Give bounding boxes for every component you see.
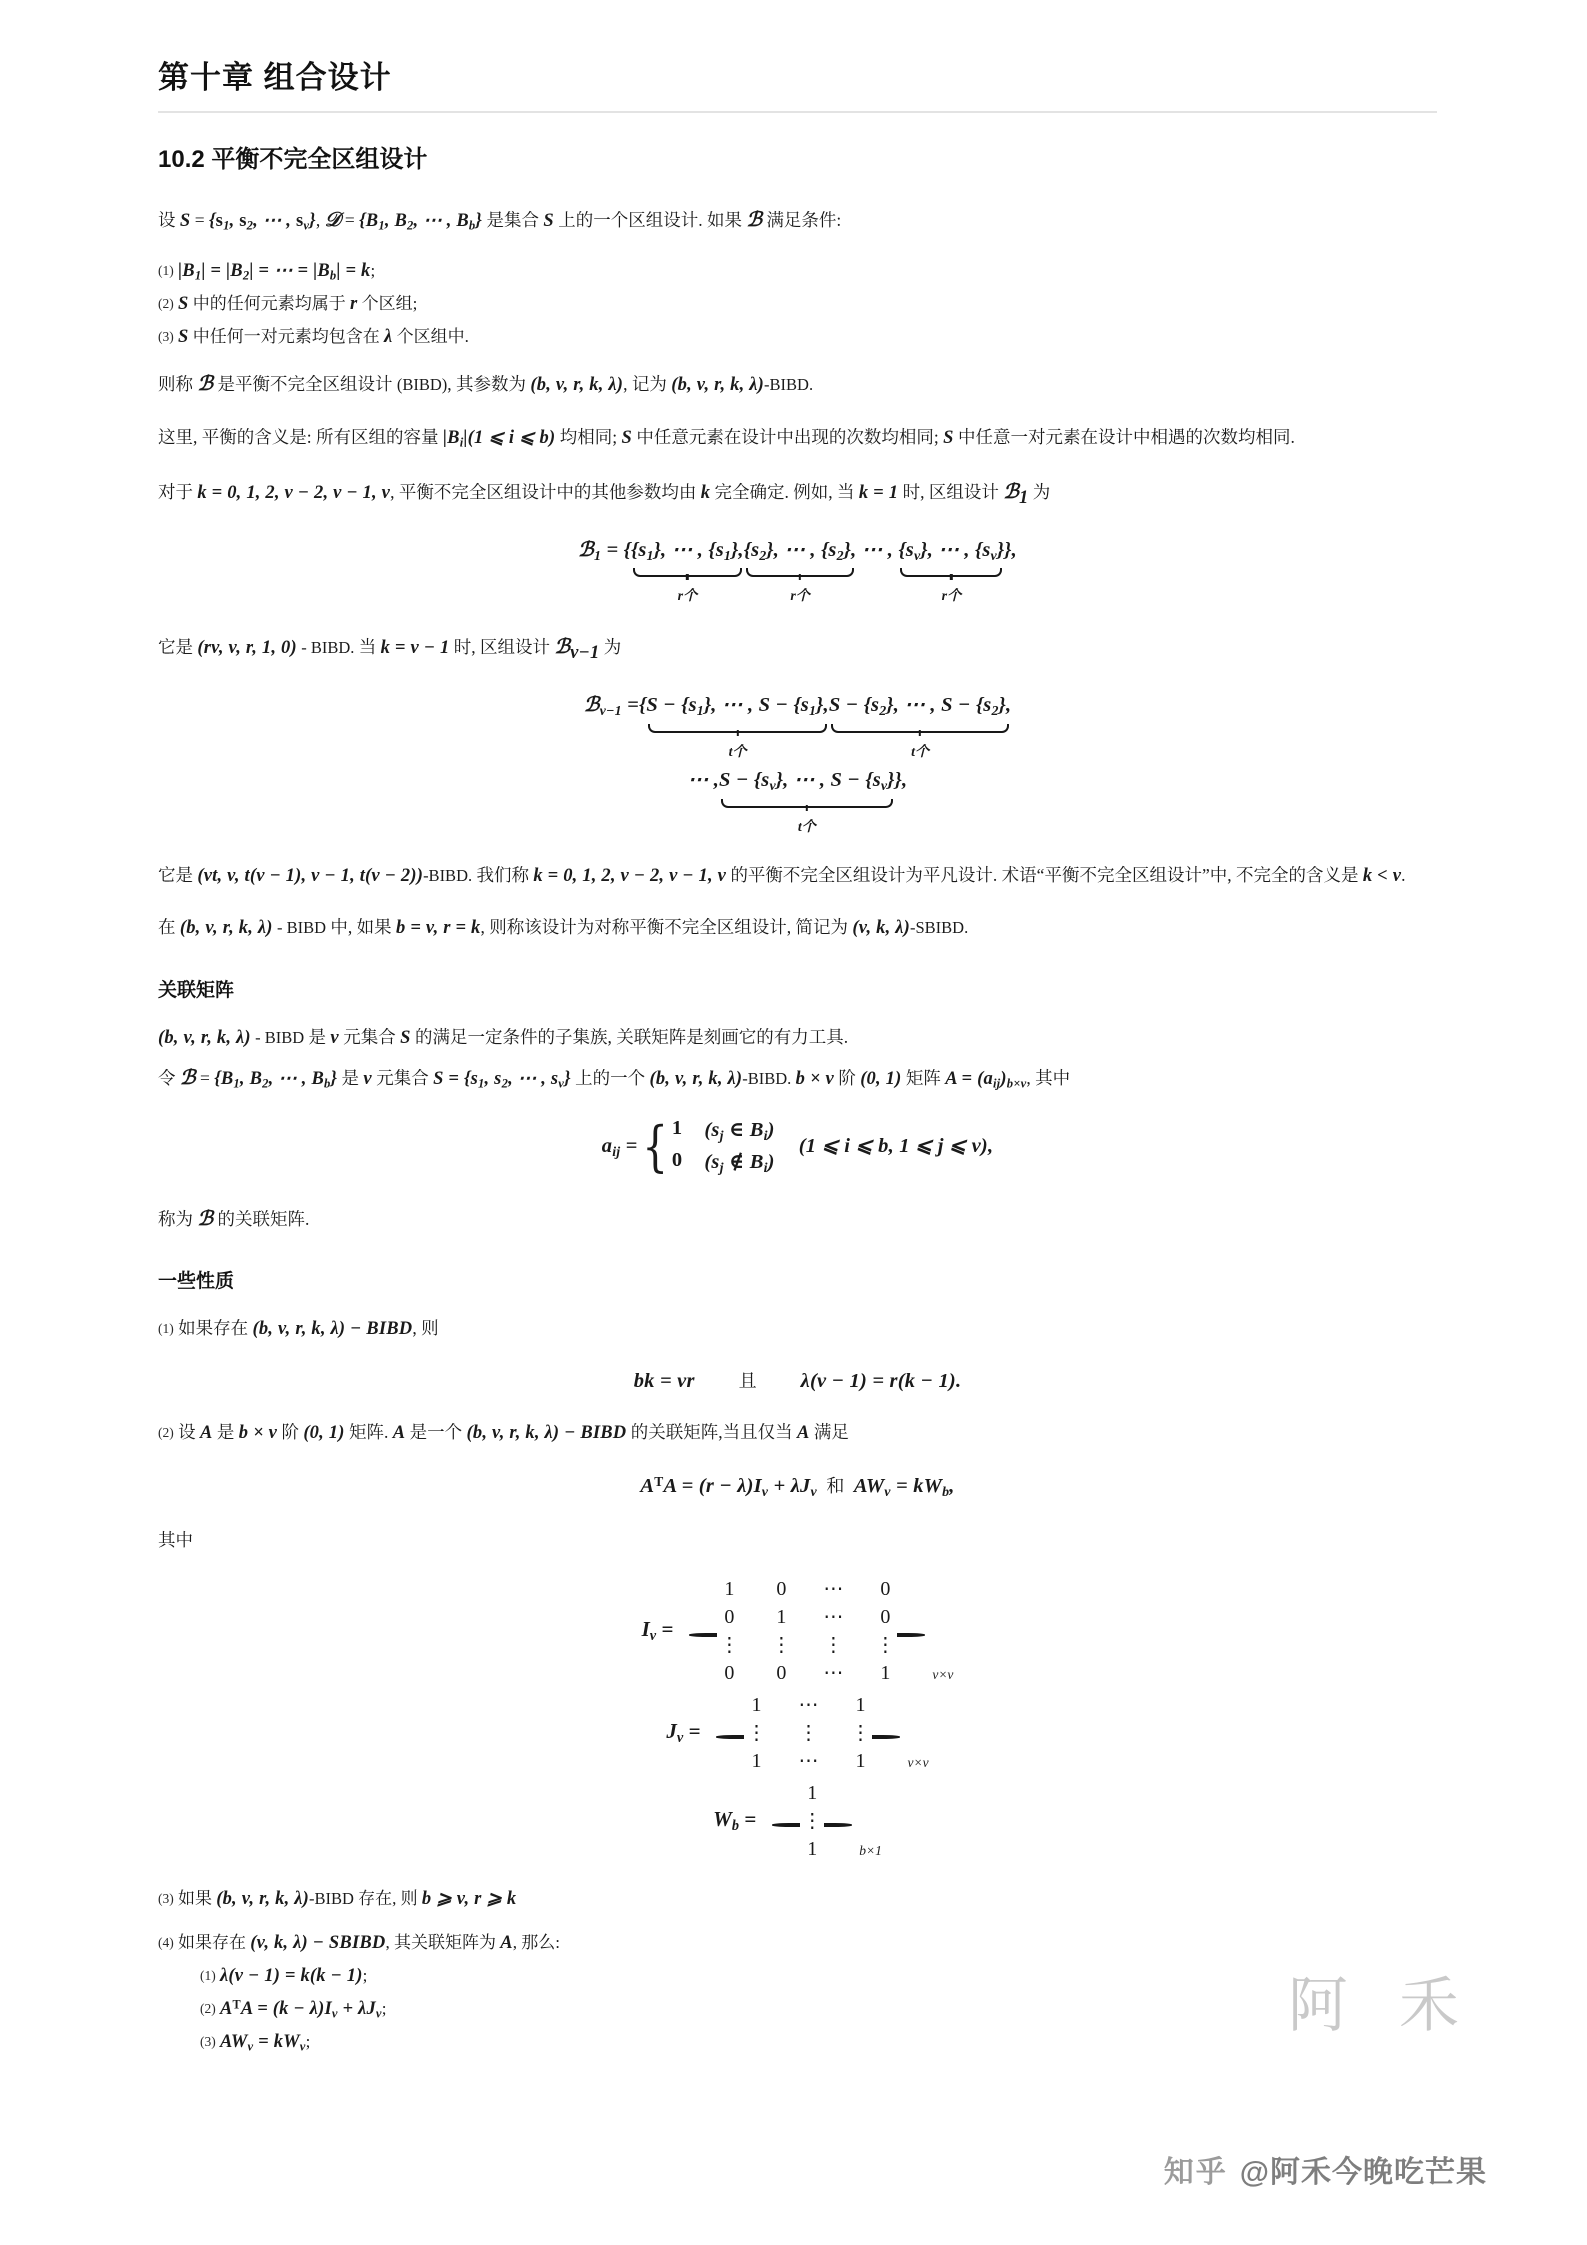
matrix-iv-label: $I_v$ = xyxy=(641,1617,674,1645)
matrix-wb-dimension: b×1 xyxy=(859,1843,882,1859)
property-2-where: 其中 xyxy=(158,1529,193,1550)
property-1-conjunction: 且 xyxy=(738,1371,757,1392)
matrix-wb xyxy=(158,1779,1437,1863)
condition-item-1: (1) $|B_1| = |B_2|$ = ⋯ = $|B_b| = k$; xyxy=(158,261,376,283)
bibd-definition: 则称 ℬ 是平衡不完全区组设计 (BIBD), 其参数为 (b, v, r, k, λ), 记为 (b, v, r, k, λ)-BIBD. xyxy=(158,371,814,396)
cases-block xyxy=(672,1117,775,1177)
incidence-matrix-heading: 关联矩阵 xyxy=(158,979,235,1001)
section-title: 10.2 平衡不完全区组设计 xyxy=(158,146,428,173)
table-row: 1 0 ⋯ 0 xyxy=(724,1578,891,1601)
equation-b1 xyxy=(158,537,1437,606)
k-parameter-paragraph: 对于 k = 0, 1, 2, v − 2, v − 1, v, 平衡不完全区组设计中的其他参数均由 k 完全确定. 例如, 当 k = 1 时, 区组设计 ℬ$_1$ 为 xyxy=(158,479,1051,509)
condition-3-number: (3) xyxy=(158,329,174,345)
underbrace-5 xyxy=(829,722,1011,736)
condition-2-number: (2) xyxy=(158,296,174,312)
underbrace-group-5: $S - \{s_2\}$, ⋯ , $S - \{s_2\}$, t个 xyxy=(828,694,1012,760)
brush-watermark: 阿 禾 xyxy=(1287,1971,1475,2041)
matrix-wb-body xyxy=(786,1779,838,1863)
underbrace-3 xyxy=(898,566,1004,580)
property-3: (3) 如果 (b, v, r, k, λ)-BIBD 存在, 则 b ⩾ v, r ⩾ k xyxy=(158,1889,517,1910)
matrix-jv xyxy=(158,1691,1437,1775)
case-value-1: 1 xyxy=(671,1117,683,1140)
table-row: ⋮ xyxy=(802,1810,823,1833)
property-1-eq-right: λ(v − 1) = r(k − 1). xyxy=(800,1370,962,1393)
underbrace-6 xyxy=(719,797,895,811)
underbrace-group-3: $\{s_v\}$, ⋯ , $\{s_v\}$ r个 xyxy=(898,538,1005,605)
table-row: 1 ⋯ 1 xyxy=(751,1750,866,1773)
underbrace-2 xyxy=(744,566,857,580)
matrix-wb-label: $W_b$ = xyxy=(713,1807,757,1835)
property-4-item-1: (1) λ(v − 1) = k(k − 1); xyxy=(200,1966,368,1987)
underbrace-3-label: r个 xyxy=(941,589,962,605)
equation-a-ij xyxy=(158,1117,1437,1177)
equation-b1-close: }, xyxy=(1004,538,1017,561)
underbrace-4 xyxy=(646,722,828,736)
matrix-jv-dimension: v×v xyxy=(907,1755,929,1771)
equation-b1-lhs: ℬ$_1$ = { xyxy=(578,536,632,564)
underbrace-group-2: $\{s_2\}$, ⋯ , $\{s_2\}$, r个 xyxy=(743,538,857,605)
equation-b1-middots: ⋯ , xyxy=(856,538,899,561)
underbrace-1 xyxy=(631,566,744,580)
after-b1-paragraph: 它是 (rv, v, r, 1, 0) - BIBD. 当 k = v − 1 时, 区组设计 ℬ$_{v-1}$ 为 xyxy=(158,634,622,664)
underbrace-group-1: $\{s_1\}$, ⋯ , $\{s_1\}$, r个 xyxy=(631,538,744,605)
title-divider xyxy=(158,111,1437,113)
property-2: (2) 设 A 是 b × v 阶 (0, 1) 矩阵. A 是一个 (b, v, r, k, λ) − BIBD 的关联矩阵,当且仅当 A 满足 xyxy=(158,1422,849,1444)
equation-aij-range: (1 ⩽ i ⩽ b, 1 ⩽ j ⩽ v), xyxy=(798,1134,994,1157)
cases-brace: { xyxy=(641,1115,668,1179)
table-row: 0 1 ⋯ 0 xyxy=(724,1606,891,1629)
balance-meaning: 这里, 平衡的含义是: 所有区组的容量 $|B_i|(1$ ⩽ i ⩽ b) 均相同; S 中任意元素在设计中出现的次数均相同; S 中任意一对元素在设计中相遇的次数均相同. xyxy=(158,426,1295,450)
properties-heading: 一些性质 xyxy=(158,1271,235,1293)
matrix-jv-label: $J_v$ = xyxy=(666,1719,701,1747)
incidence-line-1: (b, v, r, k, λ) - BIBD 是 v 元集合 S 的满足一定条件的子集族, 关联矩阵是刻画它的有力工具. xyxy=(158,1026,849,1048)
author-handle: @阿禾今晚吃芒果 xyxy=(1239,2156,1487,2189)
matrix-definitions xyxy=(158,1575,1437,1863)
property-4-item-2-number: (2) xyxy=(200,2001,216,2017)
matrix-iv-body xyxy=(703,1575,911,1687)
table-row: 1 xyxy=(807,1782,818,1805)
equation-aij-lhs: $a_{ij}$ = xyxy=(601,1134,638,1160)
property-4-item-3: (3) $AW_v = kW_v$; xyxy=(200,2032,311,2054)
table-row: ⋮ ⋮ ⋮ xyxy=(746,1722,871,1745)
condition-1-number: (1) xyxy=(158,263,174,279)
zhihu-logo: 知乎 xyxy=(1163,2156,1228,2189)
property-1: (1) 如果存在 (b, v, r, k, λ) − BIBD, 则 xyxy=(158,1318,439,1340)
property-4-item-2: (2) $A^TA = (k - \lambda)I_v + \lambda J_v$; xyxy=(200,1997,387,2021)
footer-watermark xyxy=(1164,2147,1487,2191)
case-condition-1: ($s_j$ ∈ $B_i$) xyxy=(704,1119,775,1145)
property-1-number: (1) xyxy=(158,1321,174,1337)
underbrace-5-label: t个 xyxy=(911,744,930,760)
underbrace-2-label: r个 xyxy=(790,589,810,605)
property-2-number: (2) xyxy=(158,1425,174,1441)
property-4: (4) 如果存在 (v, k, λ) − SBIBD, 其关联矩阵为 A, 那么: xyxy=(158,1933,560,1954)
table-row: 0 0 ⋯ 1 xyxy=(724,1662,891,1685)
case-condition-2: ($s_j$ ∉ $B_i$) xyxy=(704,1151,775,1177)
equation-bv-minus-1 xyxy=(158,692,1437,836)
incidence-line-2: 令 ℬ = {$B_1$, $B_2$, ⋯ , $B_b$} 是 v 元集合 $S = \{s_1$, $s_2$, ⋯ , $s_v$} 上的一个 (b, v, r, k, λ)-BIBD. b × v 阶 (0, 1) 矩阵 $A = (a_{ij})_{b\times v}$, 其中 xyxy=(158,1064,1071,1091)
property-3-number: (3) xyxy=(158,1891,174,1907)
table-row: 1 xyxy=(807,1838,818,1861)
matrix-jv-body xyxy=(730,1691,886,1775)
property-4-item-1-number: (1) xyxy=(200,1968,216,1984)
incidence-closing: 称为 ℬ 的关联矩阵. xyxy=(158,1206,310,1231)
equation-property-1 xyxy=(158,1367,1437,1393)
condition-item-3: (3) S 中任何一对元素均包含在 λ 个区组中. xyxy=(158,327,469,348)
underbrace-6-label: t个 xyxy=(797,819,816,835)
equation-bv-line-2: ⋯ , $S - \{s_v\}$, ⋯ , $S - \{s_v\}$ t个 }, xyxy=(687,768,908,835)
table-row: ⋮ ⋮ ⋮ ⋮ xyxy=(719,1634,896,1657)
equation-bv-line-1: ℬ$_{v-1}$ ={ $S - \{s_1\}$, ⋯ , $S - \{s_1\}$, t个 $S - \{s_2\}$, ⋯ , $S - \{s_2\}$, t个 xyxy=(583,692,1012,760)
definition-lead: 设 $S = \{s_1$, $s_2$, ⋯ , $s_v$}, 𝒟 = {$B_1$, $B_2$, ⋯ , $B_b$} 是集合 S 上的一个区组设计. 如果 ℬ 满足条件: xyxy=(158,207,842,233)
matrix-iv-dimension: v×v xyxy=(932,1667,954,1683)
condition-item-2: (2) S 中的任何元素均属于 r 个区组; xyxy=(158,294,418,315)
equation-property-2: $A^TA = (r - \lambda)I_v + \lambda J_v$ 和 $AW_v = kW_b$, xyxy=(640,1473,955,1500)
case-value-2: 0 xyxy=(671,1149,683,1172)
matrix-iv xyxy=(158,1575,1437,1687)
property-2-equation: $A^TA = (r - \lambda)I_v + \lambda J_v$ xyxy=(640,1473,817,1500)
property-1-eq-left: bk = vr xyxy=(633,1370,695,1393)
underbrace-group-4: $S - \{s_1\}$, ⋯ , $S - \{s_1\}$, t个 xyxy=(646,694,829,760)
chapter-title: 第十章 组合设计 xyxy=(158,60,392,95)
underbrace-group-6: $S - \{s_v\}$, ⋯ , $S - \{s_v\}$ t个 xyxy=(719,768,895,835)
property-4-number: (4) xyxy=(158,1935,174,1951)
after-bv-paragraph: 它是 (vt, v, t(v − 1), v − 1, t(v − 2))-BIBD. 我们称 k = 0, 1, 2, v − 2, v − 1, v 的平衡不完全区组设计为平凡设计. 术语“平衡不完全区组设计”中, 不完全的含义是 k < v. xyxy=(158,864,1406,886)
table-row: 1 ⋯ 1 xyxy=(751,1694,866,1717)
sbibd-paragraph: 在 (b, v, r, k, λ) - BIBD 中, 如果 b = v, r = k, 则称该设计为对称平衡不完全区组设计, 简记为 (v, k, λ)-SBIBD. xyxy=(158,917,969,939)
underbrace-1-label: r个 xyxy=(677,589,698,605)
underbrace-4-label: t个 xyxy=(728,744,747,760)
property-4-item-3-number: (3) xyxy=(200,2034,216,2050)
